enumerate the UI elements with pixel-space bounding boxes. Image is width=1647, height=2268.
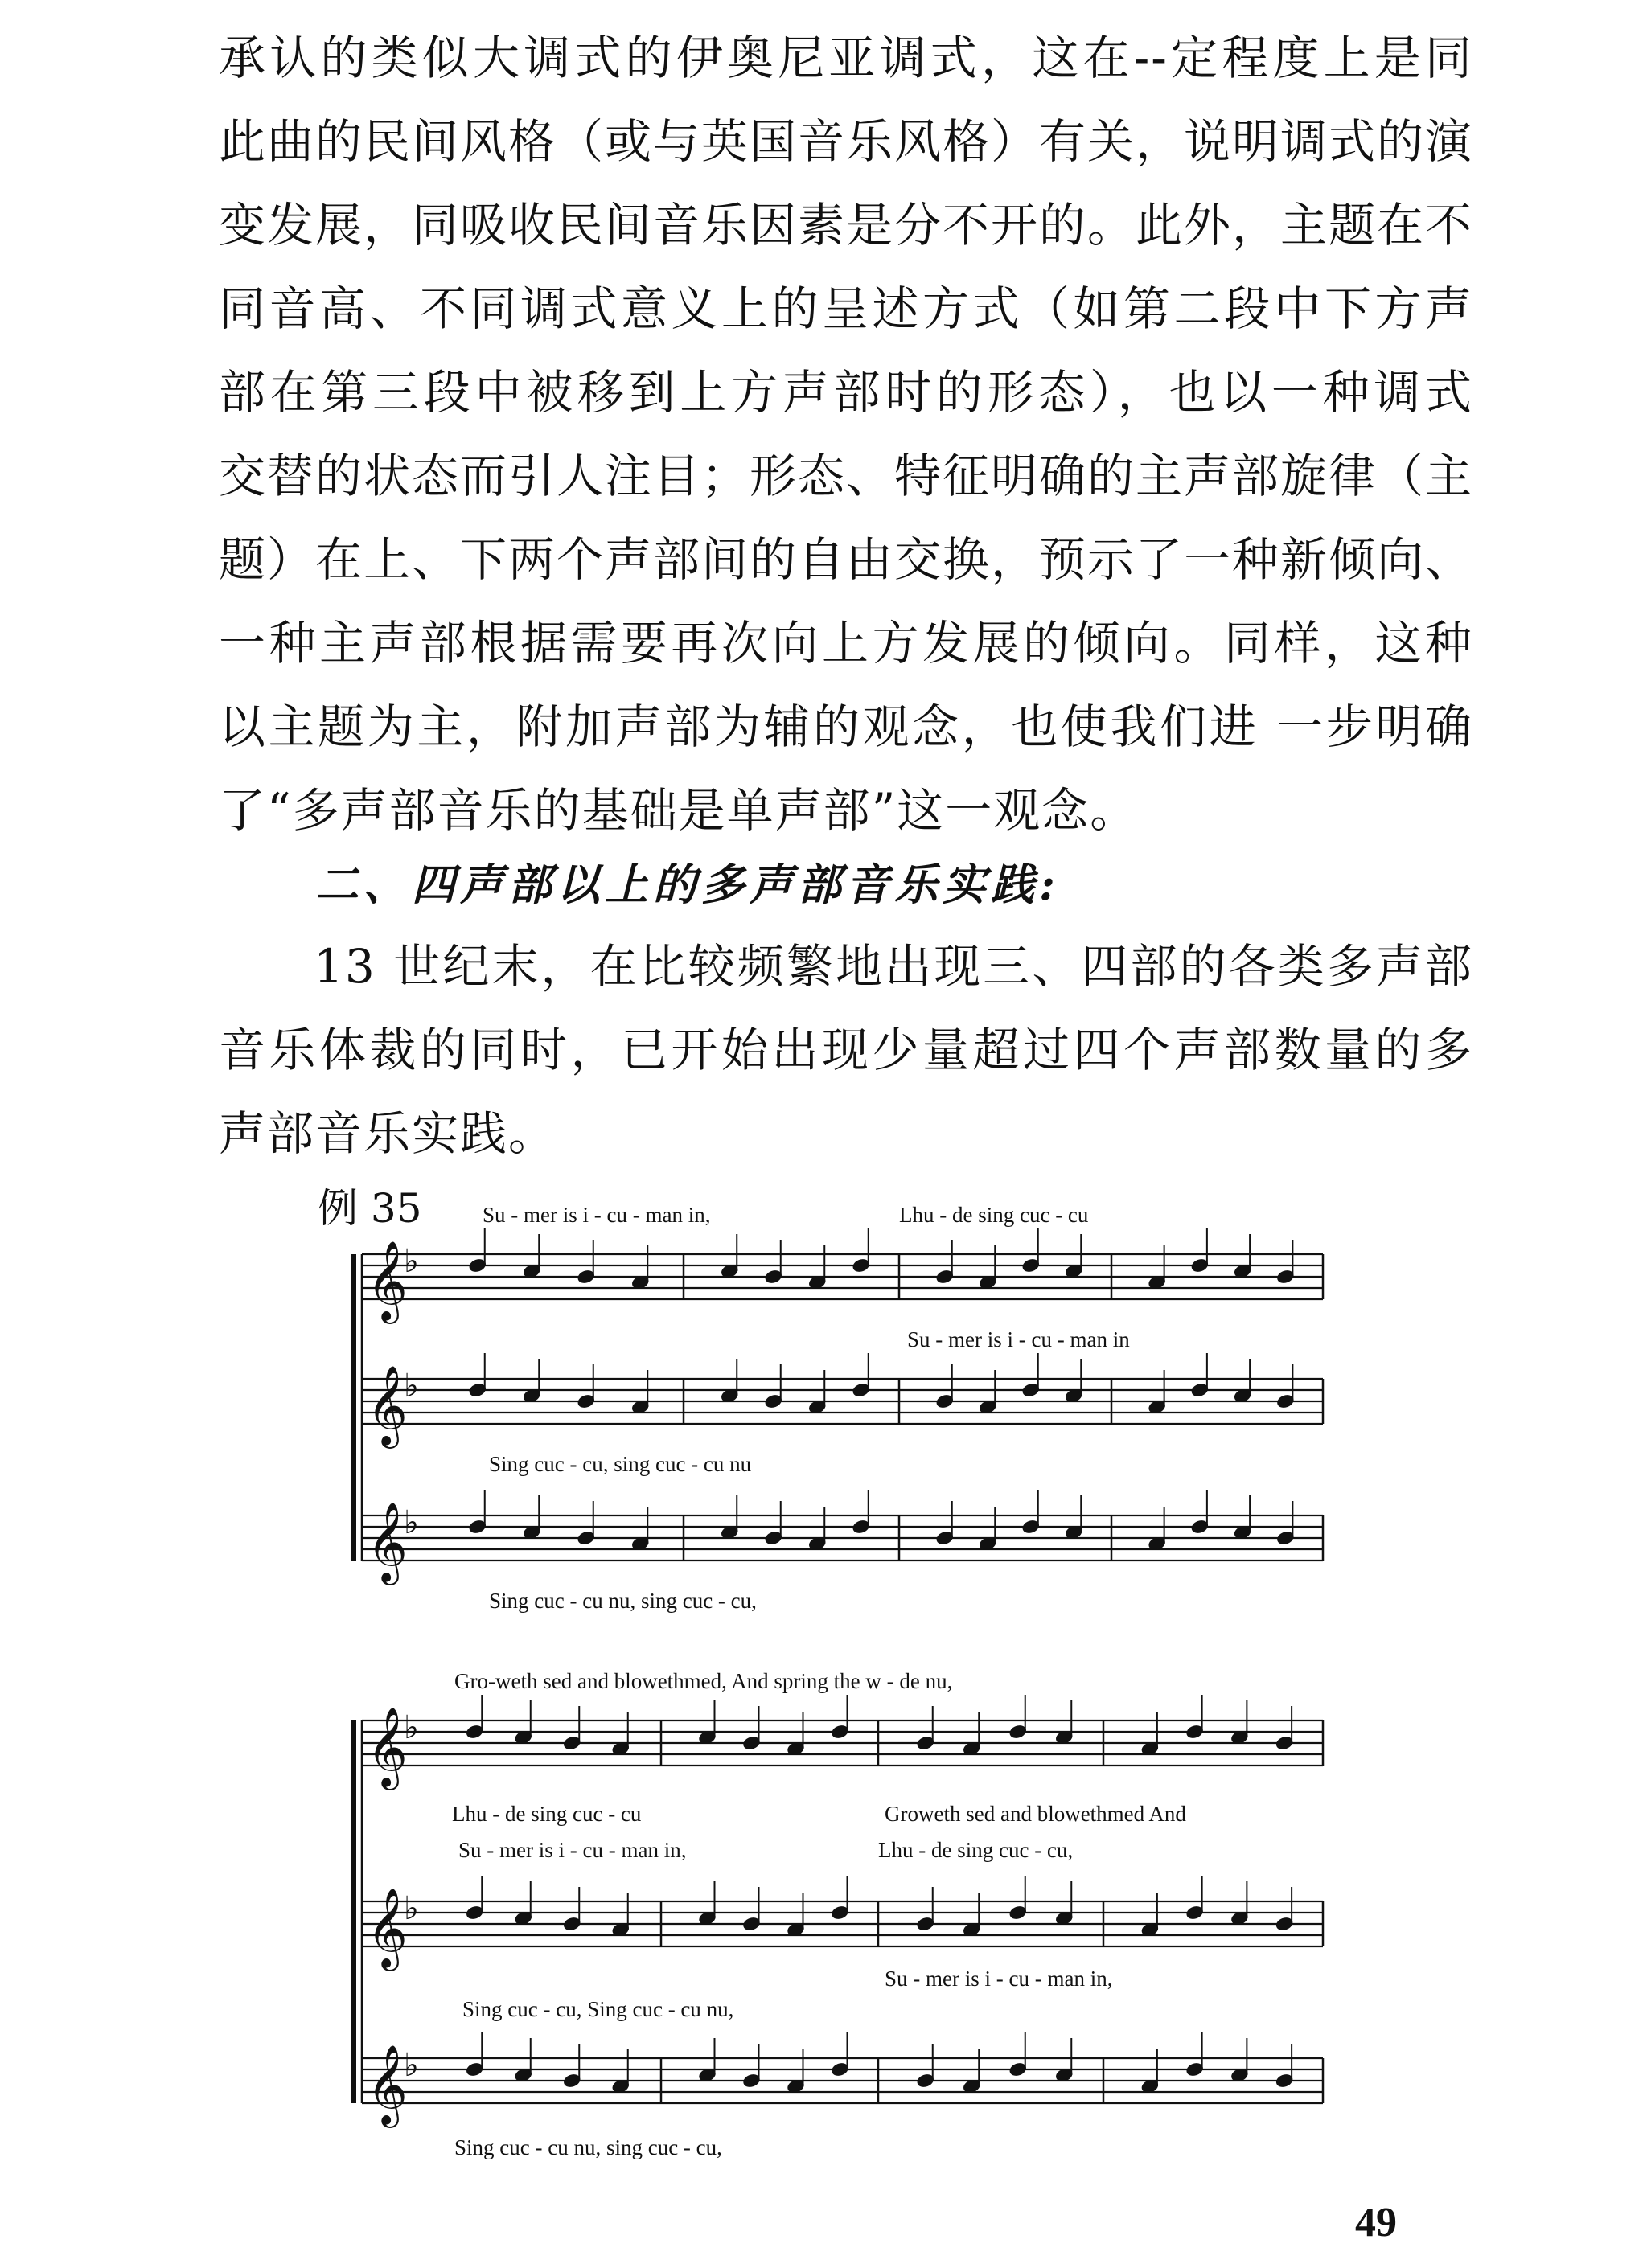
lyrics-line: Sing cuc - cu nu, sing cuc - cu, xyxy=(489,1589,757,1613)
treble-clef-icon: 𝄞 xyxy=(367,1888,408,1968)
note-head xyxy=(764,1530,783,1546)
section-heading: 二、四声部以上的多声部音乐实践: xyxy=(315,859,1060,910)
note-head xyxy=(514,1729,533,1745)
note-head xyxy=(1230,1729,1250,1745)
page-number: 49 xyxy=(1355,2200,1397,2245)
note-head xyxy=(1054,2067,1074,2083)
note-head xyxy=(1064,1388,1083,1404)
note-head xyxy=(1276,1269,1296,1285)
note-head xyxy=(514,2067,533,2083)
text-line: 承认的类似大调式的伊奥尼亚调式，这在--定程度上是同 xyxy=(219,31,1473,85)
note-head xyxy=(1185,1724,1205,1740)
note-head xyxy=(1190,1519,1210,1535)
flat-sign-icon: ♭ xyxy=(404,1504,419,1541)
clefs xyxy=(367,1241,419,2128)
text-line: 同音高、不同调式意义上的呈述方式（如第二段中下方声 xyxy=(219,281,1473,336)
lyrics-line: Groweth sed and blowethmed And xyxy=(885,1802,1186,1826)
note-head xyxy=(962,1921,981,1938)
note-head xyxy=(1021,1382,1041,1398)
note-head xyxy=(611,1741,630,1757)
text-line: 题）在上、下两个声部间的自由交换，预示了一种新倾向、 xyxy=(219,532,1474,587)
note-head xyxy=(562,1916,581,1932)
text-line: 音乐体裁的同时，已开始出现少量超过四个声部数量的多 xyxy=(219,1023,1473,1077)
note-head xyxy=(807,1399,827,1415)
note-head xyxy=(1185,1905,1205,1921)
lyrics-line: Su - mer is i - cu - man in, xyxy=(458,1838,687,1862)
flat-sign-icon: ♭ xyxy=(404,1890,419,1927)
treble-clef-icon: 𝄞 xyxy=(367,2044,408,2125)
note-head xyxy=(1140,1921,1160,1938)
note-head xyxy=(698,1729,717,1745)
note-head xyxy=(562,2073,581,2089)
note-head xyxy=(1233,1388,1252,1404)
text-line: 13 世纪末，在比较频繁地出现三、四部的各类多声部 xyxy=(314,939,1473,994)
text-line: 了“多声部音乐的基础是单声部”这一观念。 xyxy=(219,783,1139,838)
note-head xyxy=(1064,1524,1083,1540)
note-head xyxy=(514,1910,533,1926)
lyrics-line: Lhu - de sing cuc - cu, xyxy=(878,1838,1074,1862)
note-head xyxy=(1230,1910,1250,1926)
note-head xyxy=(1190,1257,1210,1273)
note-head xyxy=(468,1382,487,1398)
lyrics-line: Lhu - de sing cuc - cu xyxy=(452,1802,642,1826)
note-head xyxy=(852,1257,871,1273)
note-head xyxy=(1148,1274,1167,1290)
example-label: 例 35 xyxy=(318,1185,422,1232)
treble-clef-icon: 𝄞 xyxy=(367,1365,408,1446)
note-head xyxy=(807,1274,827,1290)
note-head xyxy=(1021,1519,1041,1535)
note-head xyxy=(764,1269,783,1285)
barlines xyxy=(354,1254,1323,2103)
lyrics-line: Sing cuc - cu, Sing cuc - cu nu, xyxy=(462,1997,734,2021)
note-head xyxy=(1233,1263,1252,1279)
note-head xyxy=(562,1735,581,1751)
note-head xyxy=(916,1735,935,1751)
note-head xyxy=(1064,1263,1083,1279)
note-head xyxy=(1008,1905,1028,1921)
note-head xyxy=(522,1263,541,1279)
note-head xyxy=(1008,2061,1028,2077)
lyrics-line: Su - mer is i - cu - man in xyxy=(907,1327,1130,1351)
text-line: 变发展，同吸收民间音乐因素是分不开的。此外，主题在不 xyxy=(219,198,1474,252)
note-head xyxy=(852,1382,871,1398)
note-head xyxy=(916,2073,935,2089)
note-head xyxy=(978,1536,997,1552)
note-head xyxy=(831,1724,850,1740)
treble-clef-icon: 𝄞 xyxy=(367,1241,408,1321)
text-line: 声部音乐实践。 xyxy=(219,1106,557,1161)
note-head xyxy=(630,1399,650,1415)
note-head xyxy=(852,1519,871,1535)
flat-sign-icon: ♭ xyxy=(404,2047,419,2084)
note-head xyxy=(468,1519,487,1535)
note-head xyxy=(935,1269,955,1285)
lyrics-line: Su - mer is i - cu - man in, xyxy=(885,1967,1113,1991)
note-head xyxy=(577,1269,596,1285)
note-head xyxy=(465,1905,484,1921)
note-head xyxy=(1276,1530,1296,1546)
note-head xyxy=(831,1905,850,1921)
note-head xyxy=(1008,1724,1028,1740)
note-head xyxy=(1185,2061,1205,2077)
note-head xyxy=(698,1910,717,1926)
note-head xyxy=(577,1393,596,1409)
note-head xyxy=(1054,1729,1074,1745)
note-head xyxy=(630,1536,650,1552)
note-head xyxy=(577,1530,596,1546)
flat-sign-icon: ♭ xyxy=(404,1709,419,1746)
note-head xyxy=(465,2061,484,2077)
note-head xyxy=(831,2061,850,2077)
note-head xyxy=(522,1388,541,1404)
note-head xyxy=(1140,1741,1160,1757)
notes xyxy=(465,1228,1295,2094)
note-head xyxy=(764,1393,783,1409)
treble-clef-icon: 𝄞 xyxy=(367,1502,408,1582)
lyrics-line: Gro-weth sed and blowethmed, And spring the w - de nu, xyxy=(454,1669,953,1693)
note-head xyxy=(720,1524,739,1540)
note-head xyxy=(630,1274,650,1290)
note-head xyxy=(1275,2073,1294,2089)
note-head xyxy=(807,1536,827,1552)
note-head xyxy=(611,2078,630,2094)
text-line: 交替的状态而引人注目；形态、特征明确的主声部旋律（主 xyxy=(219,449,1474,503)
text-line: 以主题为主，附加声部为辅的观念，也使我们进 一步明确 xyxy=(219,699,1473,754)
note-head xyxy=(1275,1735,1294,1751)
lyrics-line: Sing cuc - cu nu, sing cuc - cu, xyxy=(454,2135,722,2159)
note-head xyxy=(465,1724,484,1740)
flat-sign-icon: ♭ xyxy=(404,1243,419,1280)
lyrics-line: Su - mer is i - cu - man in, xyxy=(483,1203,711,1227)
note-head xyxy=(720,1388,739,1404)
text-line: 部在第三段中被移到上方声部时的形态），也以一种调式 xyxy=(219,365,1473,420)
note-head xyxy=(978,1274,997,1290)
text-line: 此曲的民间风格（或与英国音乐风格）有关，说明调式的演 xyxy=(219,114,1474,169)
note-head xyxy=(742,2073,762,2089)
note-head xyxy=(1276,1393,1296,1409)
note-head xyxy=(468,1257,487,1273)
note-head xyxy=(962,1741,981,1757)
note-head xyxy=(1140,2078,1160,2094)
note-head xyxy=(787,2078,806,2094)
lyrics-line: Sing cuc - cu, sing cuc - cu nu xyxy=(489,1452,752,1476)
lyrics-line: Lhu - de sing cuc - cu xyxy=(899,1203,1089,1227)
note-head xyxy=(742,1735,762,1751)
note-head xyxy=(522,1524,541,1540)
note-head xyxy=(1021,1257,1041,1273)
note-head xyxy=(935,1530,955,1546)
note-head xyxy=(611,1921,630,1938)
note-head xyxy=(935,1393,955,1409)
note-head xyxy=(916,1916,935,1932)
note-head xyxy=(1230,2067,1250,2083)
note-head xyxy=(1190,1382,1210,1398)
treble-clef-icon: 𝄞 xyxy=(367,1707,408,1787)
note-head xyxy=(978,1399,997,1415)
flat-sign-icon: ♭ xyxy=(404,1368,419,1405)
note-head xyxy=(742,1916,762,1932)
note-head xyxy=(698,2067,717,2083)
paragraph-1 xyxy=(219,16,1473,852)
note-head xyxy=(720,1263,739,1279)
note-head xyxy=(1148,1536,1167,1552)
note-head xyxy=(1233,1524,1252,1540)
note-head xyxy=(787,1921,806,1938)
note-head xyxy=(787,1741,806,1757)
paragraph-2 xyxy=(219,925,1473,1175)
note-head xyxy=(1275,1916,1294,1932)
note-head xyxy=(962,2078,981,2094)
text-line: 一种主声部根据需要再次向上方发展的倾向。同样，这种 xyxy=(219,616,1473,671)
note-head xyxy=(1148,1399,1167,1415)
note-head xyxy=(1054,1910,1074,1926)
staff-lines xyxy=(362,1254,1323,2103)
